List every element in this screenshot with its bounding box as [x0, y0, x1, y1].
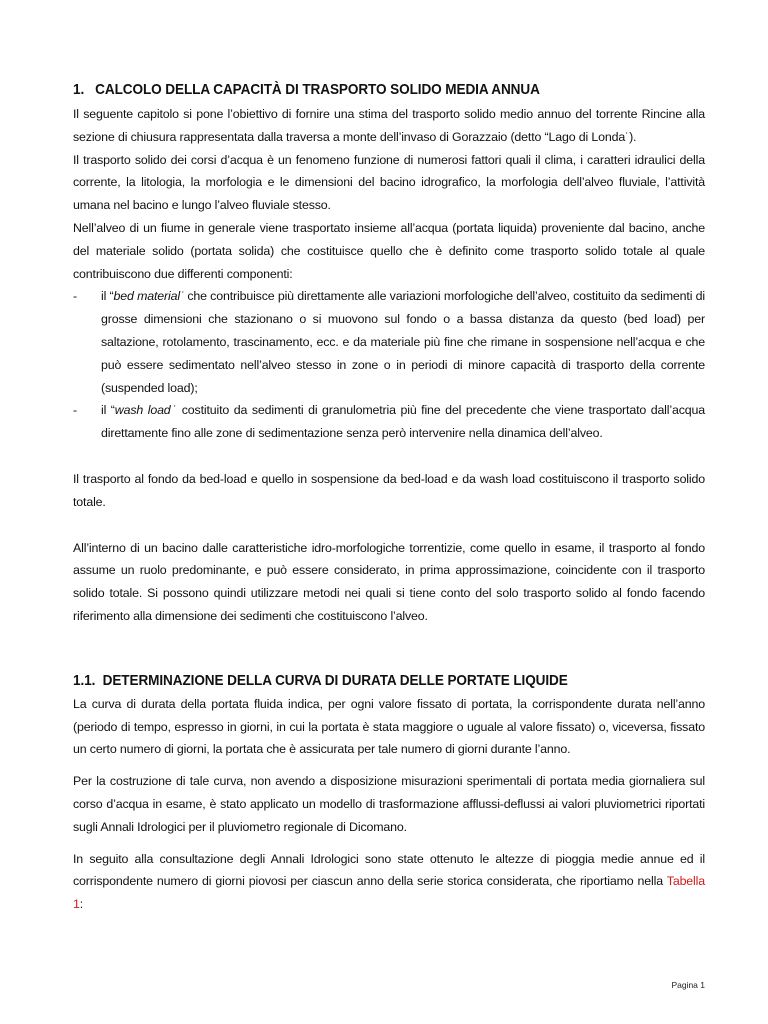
paragraph: All’interno di un bacino dalle caratteristiche idro-morfologiche torrentizie, come quello in esame, il trasporto al fondo assume un ruolo predominante, e può essere considerato, in prima approssimazione, coincidente con il trasporto solido totale. Si possono quindi utilizzare metodi nei quali si tiene conto del solo trasporto solido al fondo facendo riferimento alla dimensione dei sedimenti che costituiscono l’alveo.: [73, 540, 705, 623]
document-page: [73, 80, 705, 916]
spacer: [73, 839, 705, 848]
components-list: [73, 285, 705, 445]
list-item-text: che contribuisce più direttamente alle variazioni morfologiche dell’alveo, costituito da sedimenti di grosse dimensioni che stazionano o si muovono sul fondo o a bassa distanza da questo (bed load) per saltazione, rotolamento, trascinamento, ecc. e da materiale più fine che rimane in sospensione nell’acqua e che può essere sedimentato nell’alveo stesso in zone o in periodi di minore capacità di trasporto della corrente (suspended load);: [101, 289, 705, 395]
list-dash: -: [73, 403, 77, 418]
list-item-text: costituito da sedimenti di granulometria più fine del precedente che viene trasportato dall’acqua direttamente fino alle zone di sedimentazione senza però intervenire nella dinamica dell’alveo.: [101, 403, 706, 441]
paragraph: Nell’alveo di un fiume in generale viene trasportato insieme all’acqua (portata liquida) proveniente dal bacino, anche del materiale solido (portata solida) che costituisce quello che è definito come trasporto solido totale al quale contribuiscono due differenti componenti:: [73, 220, 705, 281]
spacer: [73, 761, 705, 770]
table-reference-link[interactable]: Tabella 1: [73, 874, 705, 912]
section-heading-1: 1. CALCOLO DELLA CAPACITÀ DI TRASPORTO SOLIDO MEDIA ANNUA: [73, 82, 540, 98]
list-item-text: il “: [101, 289, 114, 304]
term-wash-load: wash load˙: [114, 403, 178, 418]
paragraph: Per la costruzione di tale curva, non avendo a disposizione misurazioni sperimentali di portata media giornaliera sul corso d’acqua in esame, è stato applicato un modello di trasformazione afflussi-deflussi ai valori pluviometrici riportati sugli Annali Idrologici per il pluviometro regionale di Dicomano.: [73, 774, 705, 834]
term-bed-material: bed material˙: [113, 289, 184, 304]
page-number: Pagina 1: [671, 980, 705, 990]
paragraph: Il seguente capitolo si pone l’obiettivo di fornire una stima del trasporto solido medio annuo del torrente Rincine alla sezione di chiusura rappresentata dalla traversa a monte dell’invaso di Gorazzaio (detto “Lago di Londa˙).: [73, 107, 705, 144]
paragraph: La curva di durata della portata fluida indica, per ogni valore fissato di portata, la corrispondente durata nell’anno (periodo di tempo, espresso in giorni, in cui la portata è stata maggiore o uguale al valore fissato) o, viceversa, fissato un certo numero di giorni, la portata che è assicurata per tale numero di giorni durante l’anno.: [73, 696, 705, 757]
list-item-text: il “: [101, 403, 115, 418]
spacer: [73, 628, 705, 673]
list-item-wash-load: [73, 399, 705, 445]
list-item-bed-material: [73, 285, 705, 399]
paragraph: Il trasporto al fondo da bed-load e quello in sospensione da bed-load e da wash load costituiscono il trasporto solido totale.: [73, 471, 705, 509]
paragraph: Il trasporto solido dei corsi d’acqua è un fenomeno funzione di numerosi fattori quali il clima, i caratteri idraulici della corrente, la litologia, la morfologia e le dimensioni del bacino idrografico, la morfologia dell’alveo fluviale, l’attività umana nel bacino e lungo l’alveo fluviale stesso.: [73, 152, 705, 213]
spacer: [73, 445, 705, 468]
paragraph-end: :: [79, 897, 84, 912]
section-heading-1-1: 1.1. DETERMINAZIONE DELLA CURVA DI DURATA DELLE PORTATE LIQUIDE: [73, 672, 568, 689]
list-dash: -: [73, 289, 77, 304]
paragraph-text: In seguito alla consultazione degli Annali Idrologici sono state ottenuto le altezze di pioggia medie annue ed il corrispondente numero di giorni piovosi per ciascun anno della serie storica considerata, che riportiamo nella: [73, 851, 705, 889]
paragraph: [73, 848, 705, 916]
spacer: [73, 514, 705, 537]
